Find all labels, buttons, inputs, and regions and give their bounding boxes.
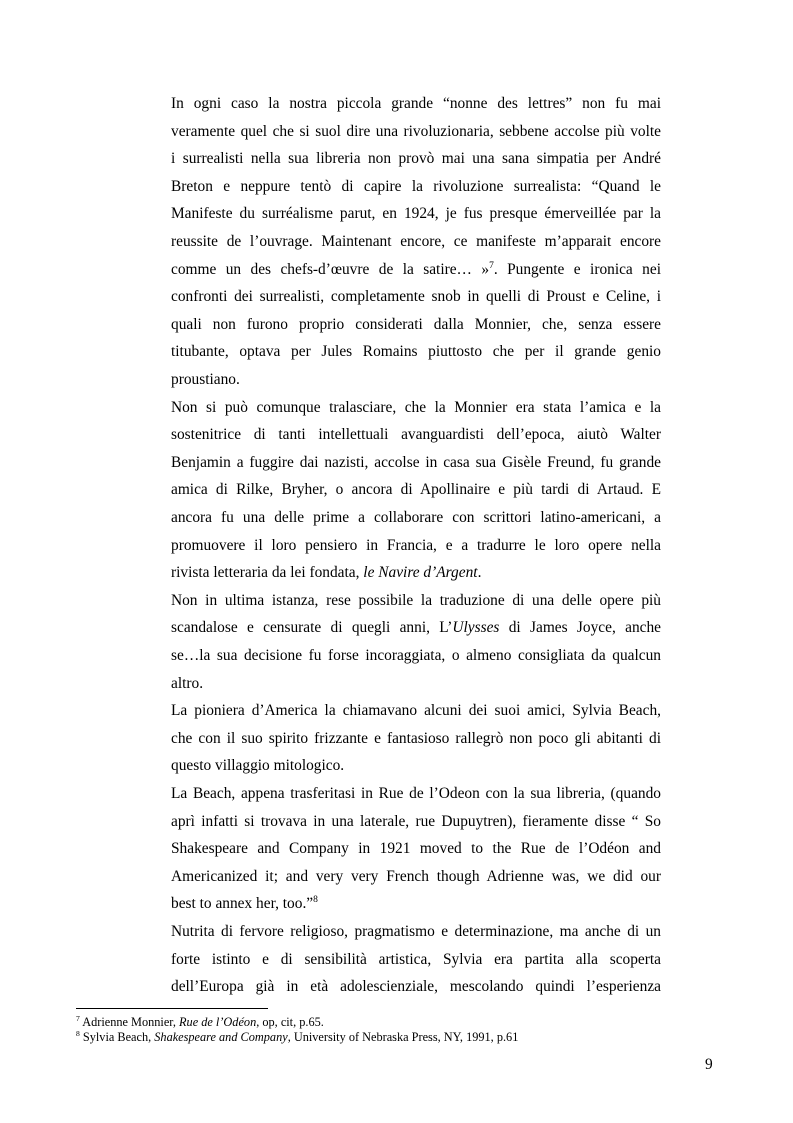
italic-title: Ulysses <box>452 619 500 637</box>
footnote-ref: 7 <box>489 259 494 271</box>
page-number: 9 <box>705 1056 713 1073</box>
italic-title: Shakespeare and Company <box>154 1030 288 1044</box>
text-line: Shakespeare and Company in 1921 moved to the Rue de l’Odéon and <box>171 840 661 858</box>
text-line: proustiano. <box>171 371 240 388</box>
text-line: aprì infatti si trovava in una laterale, rue Dupuytren), fieramente disse “ So <box>171 812 661 830</box>
text-run: Sylvia Beach, <box>79 1030 155 1044</box>
text-line: altro. <box>171 674 204 692</box>
text-line: i surrealisti nella sua libreria non provò mai una sana simpatia per André <box>171 150 661 168</box>
text-line: Benjamin a fuggire dai nazisti, accolse in casa sua Gisèle Freund, fu grande <box>171 453 661 471</box>
italic-title: Rue de l’Odéon <box>179 1015 257 1029</box>
text-run: Adrienne Monnier, <box>79 1015 180 1029</box>
text-line: Non in ultima istanza, rese possibile la traduzione di una delle opere più <box>171 591 661 609</box>
text-run: best to annex her, too.” <box>171 895 314 913</box>
footnote-number: 8 <box>76 1028 80 1038</box>
text-run: , University of Nebraska Press, NY, 1991, p.61 <box>287 1030 519 1044</box>
text-line: Breton e neppure tentò di capire la rivoluzione surrealista: “Quand le <box>171 177 661 195</box>
text-line: titubante, optava per Jules Romains piuttosto che per il grande genio <box>171 343 661 361</box>
text-line: sostenitrice di tanti intellettuali avanguardisti dell’epoca, aiutò Walter <box>171 426 661 444</box>
text-run: scandalose e censurate di quegli anni, L’ <box>171 619 453 637</box>
text-line: questo villaggio mitologico. <box>171 757 345 775</box>
text-line: ancora fu una delle prime a collaborare con scrittori latino-americani, a <box>171 509 661 526</box>
text-line: forte istinto e di sensibilità artistica, Sylvia era partita alla scoperta <box>171 950 661 968</box>
text-line: veramente quel che si suol dire una rivoluzionaria, sebbene accolse più volte <box>171 122 661 140</box>
text-line: Manifeste du surréalisme parut, en 1924, je fus presque émerveillée par la <box>171 205 661 223</box>
footnote-separator <box>76 1008 268 1009</box>
text-run: di James Joyce, anche <box>499 619 662 637</box>
text-line: quali non furono proprio considerati dalla Monnier, che, senza essere <box>171 315 661 333</box>
text-run: . Pungente e ironica nei <box>493 260 661 278</box>
text-line: promuovere il loro pensiero in Francia, e a tradurre le loro opere nella <box>171 536 661 554</box>
text-run: . <box>477 564 482 582</box>
text-line: La pioniera d’America la chiamavano alcuni dei suoi amici, Sylvia Beach, <box>171 702 661 720</box>
text-line: dell’Europa già in età adolescienziale, mescolando quindi l’esperienza <box>171 978 661 996</box>
footnote <box>76 1030 518 1045</box>
text-line <box>171 563 661 583</box>
footnote-number: 7 <box>76 1013 80 1023</box>
text-line: Americanized it; and very very French though Adrienne was, we did our <box>171 867 661 885</box>
footnote <box>76 1015 324 1030</box>
text-line <box>171 894 661 914</box>
footnote-ref: 8 <box>313 894 318 906</box>
text-line: Nutrita di fervore religioso, pragmatismo e determinazione, ma anche di un <box>171 923 661 940</box>
text-run: rivista letteraria da lei fondata, <box>171 564 364 582</box>
text-line: confronti dei surrealisti, completamente snob in quelli di Proust e Celine, i <box>171 288 661 306</box>
italic-title: le Navire d’Argent <box>363 564 478 582</box>
text-line: reussite de l’ouvrage. Maintenant encore, ce manifeste m’apparait encore <box>171 233 661 250</box>
text-run: , op, cit, p.65. <box>256 1015 324 1029</box>
text-line: che con il suo spirito frizzante e fantasioso rallegrò non poco gli abitanti di <box>171 729 661 747</box>
text-line: La Beach, appena trasferitasi in Rue de l’Odeon con la sua libreria, (quando <box>171 785 661 802</box>
text-line: amica di Rilke, Bryher, o ancora di Apollinaire e più tardi di Artaud. E <box>171 481 661 499</box>
text-line: In ogni caso la nostra piccola grande “nonne des lettres” non fu mai <box>171 95 661 112</box>
text-line: Non si può comunque tralasciare, che la Monnier era stata l’amica e la <box>171 398 661 416</box>
text-run: comme un des chefs-d’œuvre de la satire… » <box>171 260 490 278</box>
text-line <box>171 618 661 638</box>
text-line: se…la sua decisione fu forse incoraggiata, o almeno consigliata da qualcun <box>171 647 661 664</box>
text-line <box>171 260 661 280</box>
